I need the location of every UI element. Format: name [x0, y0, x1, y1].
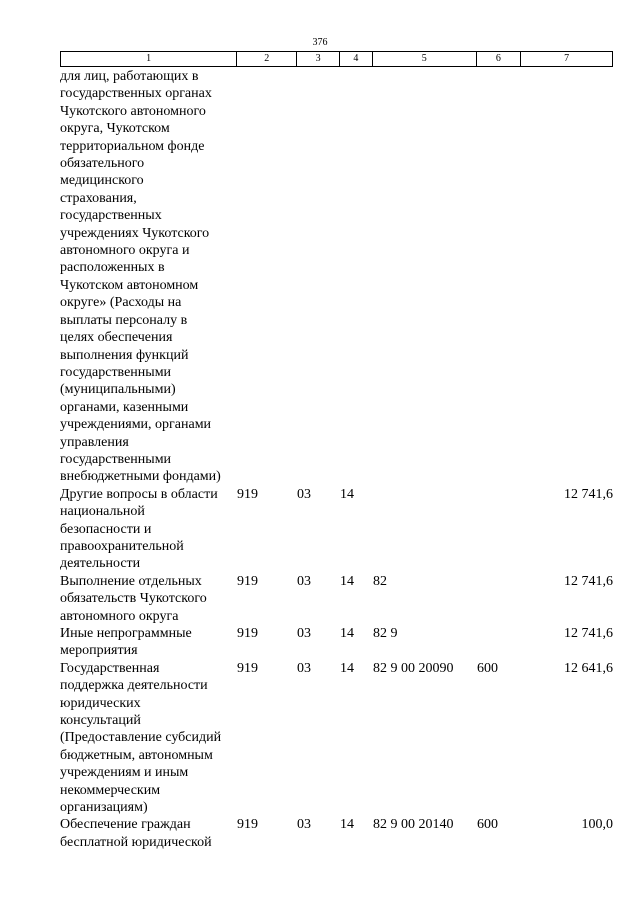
table-row	[60, 68, 613, 486]
row-subsection: 14	[340, 573, 354, 589]
row-ministry	[237, 68, 297, 486]
row-ministry: 919	[237, 817, 258, 833]
row-target: 82 9 00 20090	[373, 660, 454, 676]
row-section	[297, 68, 340, 486]
row-name: Иные непрограммные мероприятия	[60, 626, 192, 659]
row-amount: 12 741,6	[564, 573, 613, 589]
header-col-1: 1	[61, 52, 237, 66]
table-body	[60, 68, 613, 851]
row-amount: 12 641,6	[564, 660, 613, 676]
header-col-4: 4	[340, 52, 373, 66]
row-name: Выполнение отдельных обязательств Чукотского автономного округа	[60, 573, 207, 624]
row-name: Другие вопросы в области национальной безопасности и правоохранительной деятельности	[60, 486, 218, 572]
row-name: для лиц, работающих в государственных органах Чукотского автономного округа, Чукотском территориальном фонде обязательного медицинского страхования, государственных учреждениях Чукотского автономного округа и расположенных в Чукотском автономном округе» (Расходы на выплаты персоналу в целях обеспечения выполнения функций государственными (муниципальными) органами, казенными учреждениями, органами управления государственными внебюджетными фондами)	[60, 69, 221, 485]
row-section: 03	[297, 626, 311, 641]
row-amount: 12 741,6	[564, 626, 613, 641]
row-name: Обеспечение граждан бесплатной юридической	[60, 817, 212, 850]
row-subsection: 14	[340, 660, 354, 676]
row-ministry: 919	[237, 660, 258, 676]
row-expense-type: 600	[477, 817, 498, 833]
row-section: 03	[297, 573, 311, 589]
row-target: 82 9	[373, 626, 398, 641]
header-col-7: 7	[564, 53, 570, 64]
row-expense-type	[477, 625, 522, 660]
row-target	[373, 486, 477, 573]
row-ministry: 919	[237, 573, 258, 589]
row-ministry: 919	[237, 626, 258, 641]
header-col-6: 6	[477, 52, 522, 66]
table-row	[60, 486, 613, 573]
row-target: 82 9 00 20140	[373, 817, 454, 833]
table-row	[60, 625, 613, 660]
row-section: 03	[297, 817, 311, 833]
table-row	[60, 660, 613, 817]
row-subsection: 14	[340, 626, 354, 641]
row-name: Государственная поддержка деятельности юридических консультаций (Предоставление субсидий бюджетным, автономным учреждениям и иным некоммерческим организациям)	[60, 660, 222, 816]
page-number: 376	[312, 37, 328, 48]
row-subsection: 14	[340, 817, 354, 833]
row-amount: 100,0	[581, 817, 613, 833]
row-expense-type	[477, 573, 522, 625]
row-expense-type: 600	[477, 660, 498, 676]
row-subsection: 14	[340, 486, 354, 502]
table-row	[60, 573, 613, 625]
row-subsection	[340, 68, 373, 486]
table-header	[60, 51, 613, 67]
row-expense-type	[477, 486, 522, 573]
row-amount: 12 741,6	[564, 486, 613, 502]
row-section: 03	[297, 486, 311, 502]
row-target	[373, 68, 477, 486]
header-col-2: 2	[237, 52, 297, 66]
row-ministry: 919	[237, 486, 258, 502]
row-target: 82	[373, 573, 387, 589]
header-col-5: 5	[373, 52, 477, 66]
row-section: 03	[297, 660, 311, 676]
row-expense-type	[477, 68, 522, 486]
table-row	[60, 816, 613, 851]
row-amount	[522, 68, 613, 486]
header-col-3: 3	[297, 52, 340, 66]
